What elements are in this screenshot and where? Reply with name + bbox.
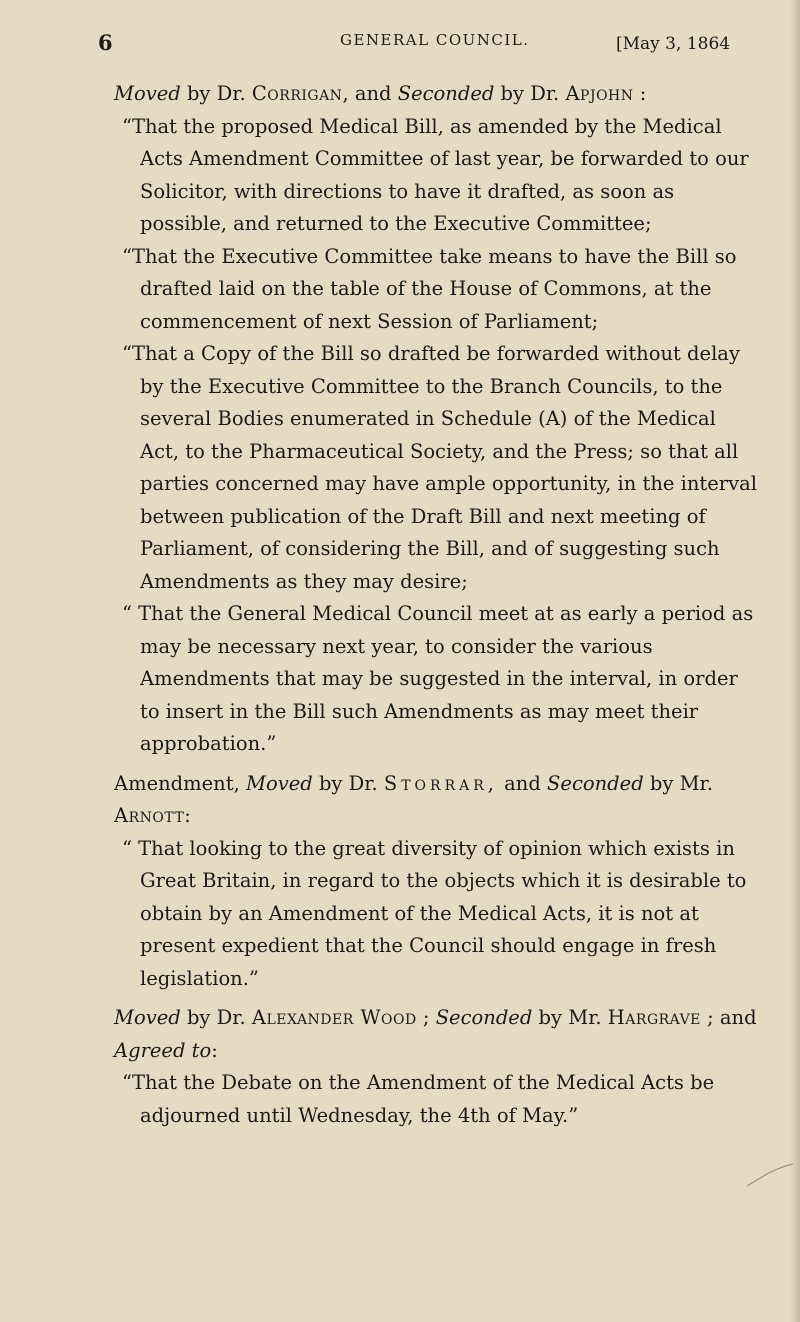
page-number: 6 (98, 30, 113, 55)
title-prefix: Mr. (679, 771, 713, 795)
resolution-2: “That the Executive Committee take means to have the Bill so drafted laid on the table of the House of Commons, at the commencement of next Session of Parliament; (122, 244, 737, 333)
by-text: by Dr. (186, 82, 246, 105)
moved-label: Moved (114, 82, 181, 105)
separator: ; (422, 1006, 430, 1029)
by-text: by Dr. (500, 82, 560, 105)
seconded-label: Seconded (547, 771, 644, 795)
resolution-1: “That the proposed Medical Bill, as amended by the Medical Acts Amendment Committee of last year, be forwarded to our Solicitor, with directions to have it drafted, as soon as possible, and returned to the Executive Committee; (122, 114, 749, 235)
mover-name: Alexander Wood (251, 1006, 417, 1029)
running-head: GENERAL COUNCIL. (340, 31, 530, 49)
seconder-name: Hargrave (607, 1006, 701, 1029)
mover-name: Corrigan (251, 82, 343, 105)
moved-label: Moved (245, 771, 313, 795)
moved-label: Moved (114, 1006, 181, 1029)
page-edge-shadow (790, 0, 800, 1322)
by-text: by Dr. (318, 771, 378, 795)
amendment-text: “ That looking to the great diversity of opinion which exists in Great Britain, in regard to the objects which it is desirable to obtain by an Amendment of the Medical Acts, it is not at present expedient that the Council should engage in fresh legislation.” (122, 836, 747, 990)
by-text: by Dr. (186, 1006, 246, 1029)
amendment-label: Amendment, (114, 771, 240, 795)
motion-1-intro (114, 78, 760, 111)
adjournment-text: “That the Debate on the Amendment of the Medical Acts be adjourned until Wednesday, the 4th of May.” (122, 1071, 715, 1127)
colon: : (184, 804, 191, 827)
seconder-name: Arnott (114, 804, 185, 827)
by-text: by Mr. (538, 1006, 602, 1029)
agreed-label: Agreed to (114, 1038, 212, 1062)
mover-name: Storrar, (383, 771, 498, 795)
colon: : (211, 1038, 218, 1062)
amendment-intro (114, 768, 760, 833)
seconded-label: Seconded (397, 82, 495, 105)
and-text: and (719, 1006, 757, 1029)
resolution-3: “That a Copy of the Bill so drafted be forwarded without delay by the Executive Committee to the Branch Councils, to the several Bodies enumerated in Schedule (A) of the Medical Act, to the Pharmaceutical Society, and the Press; so that all parties concerned may have ample opportunity, in the interval between publication of the Draft Bill and next meeting of Parliament, of considering the Bill, and of suggesting such Amendments as they may desire; (122, 342, 757, 593)
resolution-4: “ That the General Medical Council meet at as early a period as may be necessary next year, to consider the various Amendments that may be suggested in the interval, in order to insert in the Bill such Amendments as may meet their approbation.” (122, 602, 754, 755)
page-body (114, 78, 760, 1132)
motion-2-intro (114, 1002, 760, 1067)
pencil-mark (745, 1160, 795, 1190)
page-date: [May 3, 1864 (616, 34, 731, 54)
by-text: by (649, 771, 674, 795)
and-text: and (504, 771, 541, 795)
colon: : (639, 82, 647, 105)
and-text: , and (342, 82, 392, 105)
seconder-name: Apjohn (565, 82, 634, 105)
seconded-label: Seconded (435, 1006, 533, 1029)
separator: ; (707, 1006, 714, 1029)
